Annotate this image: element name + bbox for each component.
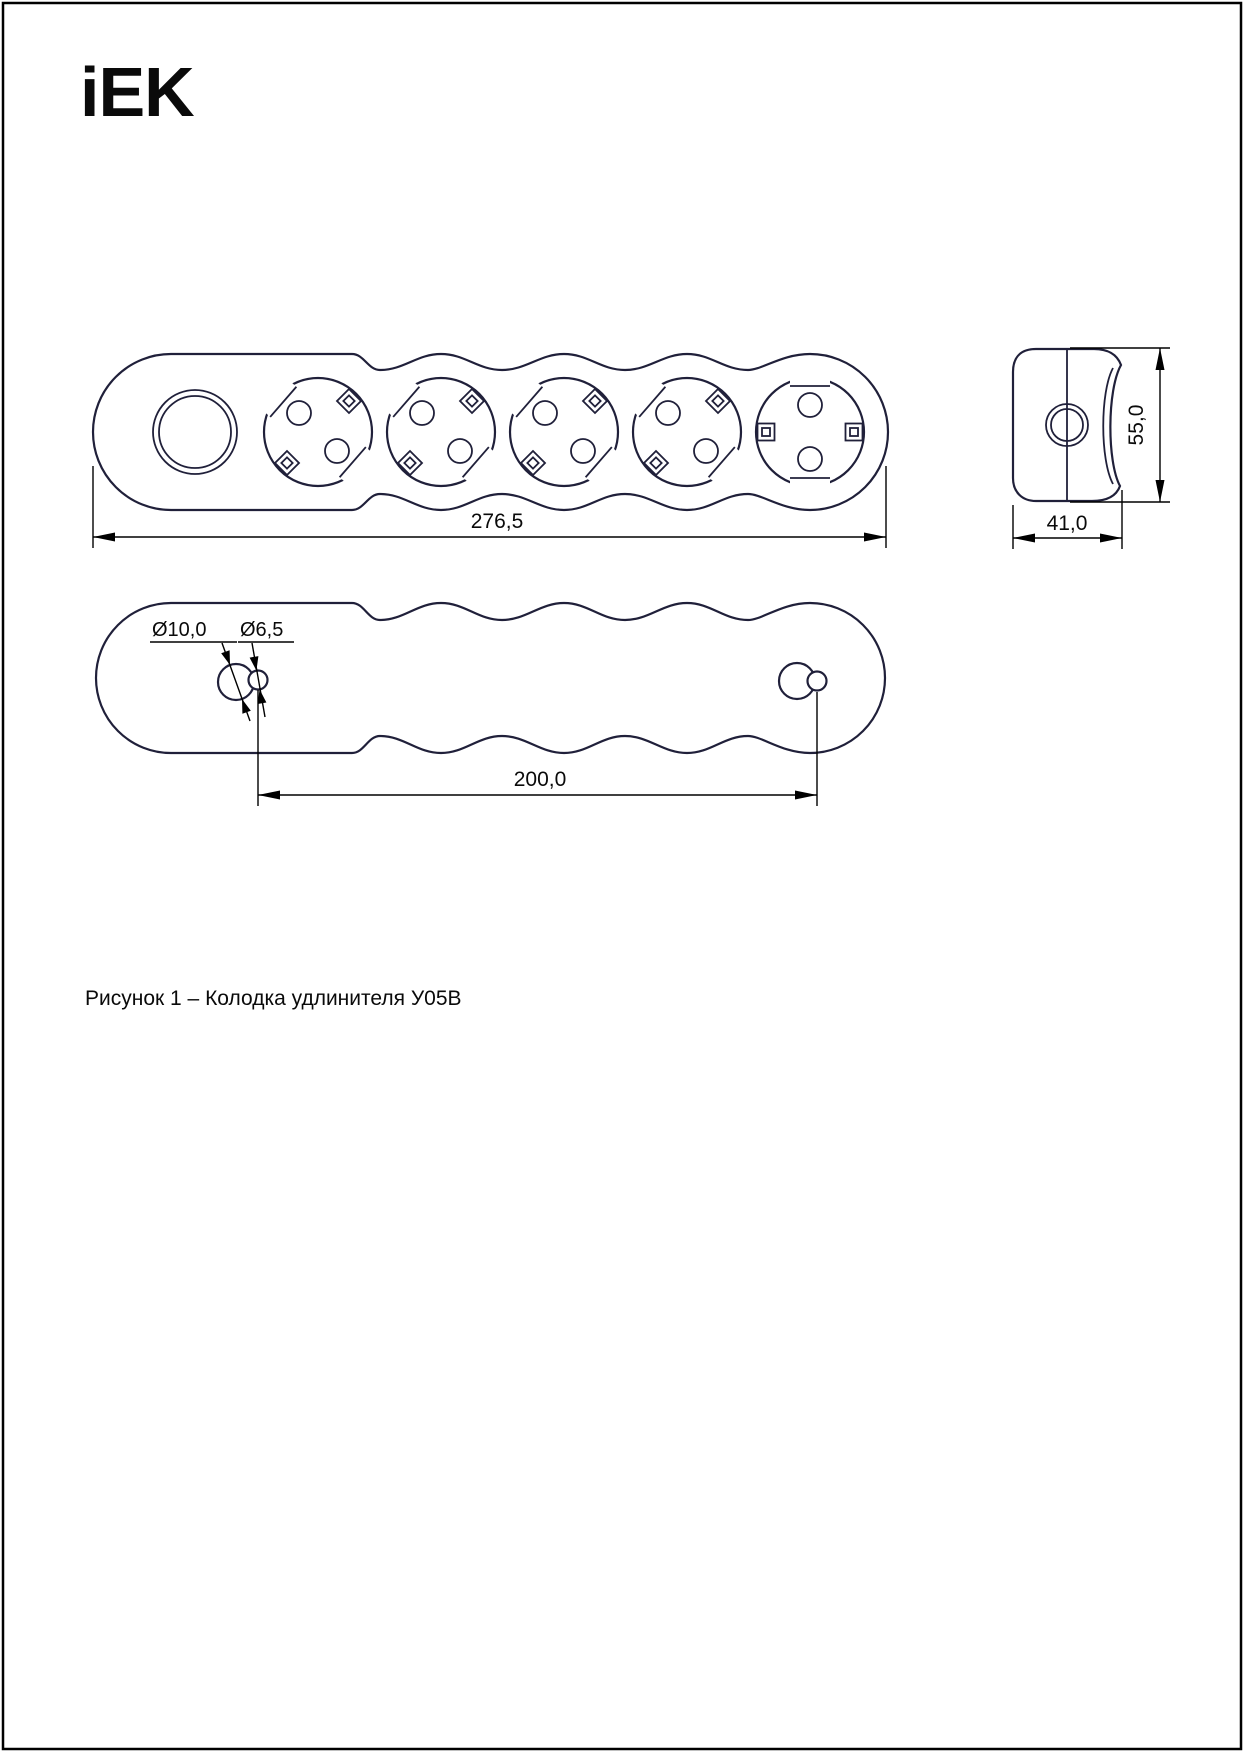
dim-width-label: 41,0 — [1046, 512, 1088, 535]
bottom-view — [96, 603, 885, 753]
brand-logo: iEK — [80, 53, 194, 131]
front-view — [93, 354, 888, 510]
dim-height-label: 55,0 — [1125, 404, 1148, 446]
side-view — [1013, 349, 1121, 501]
dim-length-label: 276,5 — [470, 510, 524, 533]
dim-hole-large-label: Ø10,0 — [152, 619, 207, 641]
bottom-outline — [96, 603, 885, 753]
figure-caption: Рисунок 1 – Колодка удлинителя У05В — [85, 987, 462, 1010]
page-border — [3, 3, 1241, 1749]
dim-hole-spacing-label: 200,0 — [513, 768, 567, 791]
dim-hole-small-label: Ø6,5 — [240, 619, 284, 641]
